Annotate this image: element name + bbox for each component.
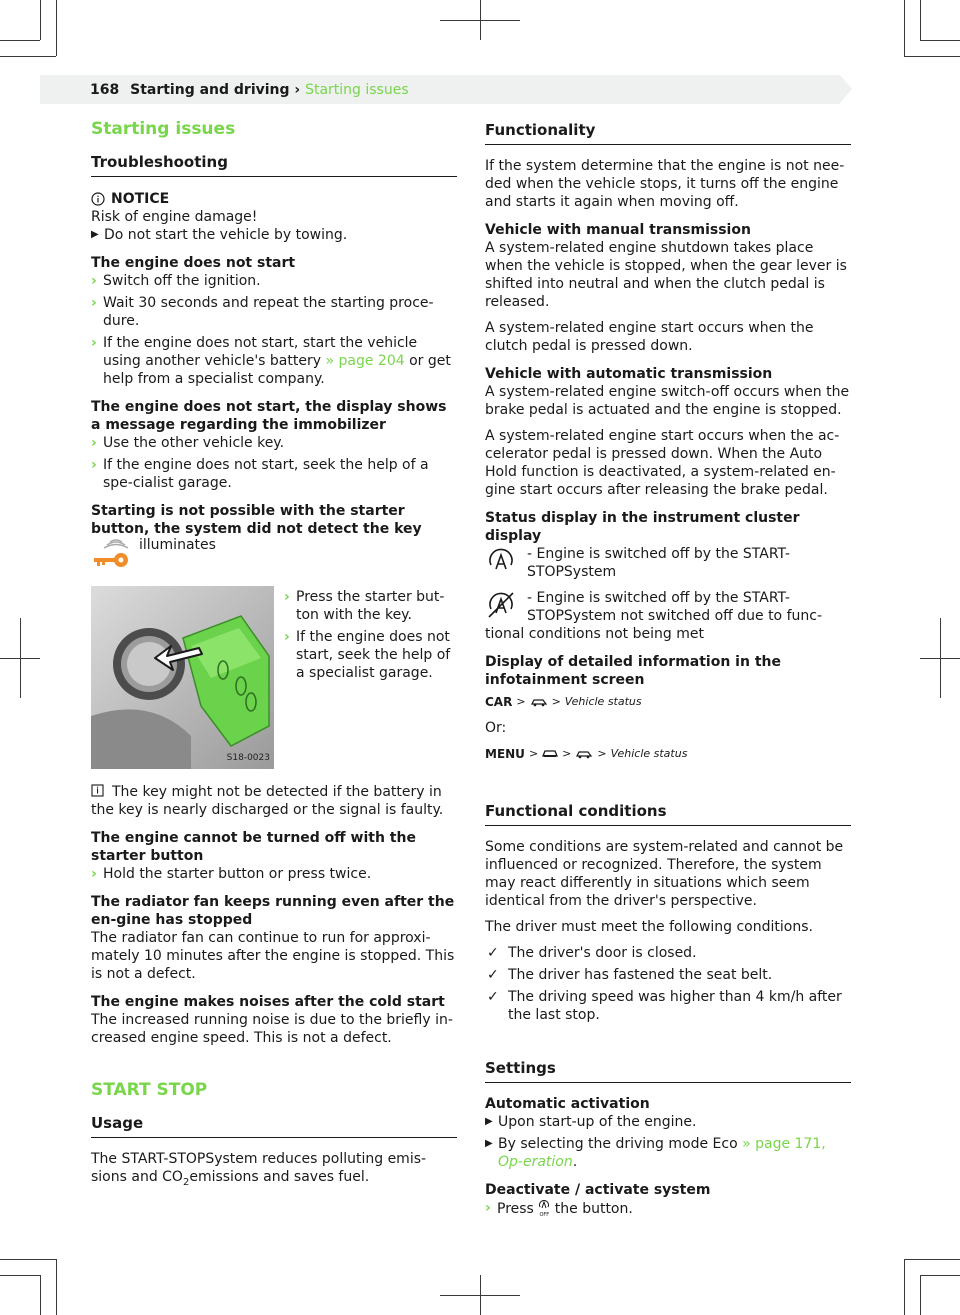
noise-text: The increased running noise is due to the briefly in-creased engine speed. This is not a defect.	[91, 1012, 453, 1046]
start-stop-inactive-icon	[485, 589, 517, 621]
notice-item: ▶ Do not start the vehicle by towing.	[91, 227, 348, 243]
breadcrumb-section[interactable]: Starting and driving	[130, 82, 290, 98]
note-icon	[91, 784, 104, 797]
note-text: The key might not be detected if the battery in the key is nearly discharged or the signal is faulty.	[91, 784, 444, 818]
triangle-bullet-icon: ▶	[91, 229, 99, 240]
vehicle-status-link[interactable]: Vehicle status	[610, 747, 688, 760]
section-heading-functional-conditions: Functional conditions	[485, 801, 851, 826]
condition-item: ✓ The driver has fastened the seat belt.	[487, 967, 773, 983]
notice-risk: Risk of engine damage!	[91, 209, 258, 225]
breadcrumb	[90, 81, 409, 99]
section-heading-usage: Usage	[91, 1113, 457, 1138]
info-icon	[91, 192, 105, 206]
checkmark-icon: ✓	[487, 945, 499, 961]
step-item: › If the engine does not start, seek the help of a spe-cialist garage.	[91, 457, 429, 491]
notice-box	[91, 190, 457, 244]
car-key[interactable]: CAR	[485, 695, 513, 709]
or-text: Or:	[485, 720, 507, 736]
step-item: › Use the other vehicle key.	[91, 435, 285, 451]
step-item: › If the engine does not start, start the vehicle using another vehicle's battery » page 204 or get help from a specialist company.	[91, 335, 451, 387]
menu-path-car	[485, 693, 851, 711]
auto-text-1: A system-related engine switch-off occurs when the brake pedal is actuated and the engine is stopped.	[485, 384, 850, 418]
chevron-right-icon: ›	[91, 295, 97, 311]
must-meet-text: The driver must meet the following conditions.	[485, 919, 813, 935]
step-item: › Press the starter but-ton with the key.	[284, 589, 445, 623]
car-settings-icon	[575, 749, 593, 759]
chevron-right-icon: ›	[91, 457, 97, 473]
path-separator: >	[562, 747, 572, 760]
step-item: › Hold the starter button or press twice.	[91, 866, 372, 882]
figure-code: S18-0023	[226, 753, 270, 763]
status-text-2-cont: tional conditions not being met	[485, 626, 704, 642]
menu-key[interactable]: MENU	[485, 747, 525, 761]
section-heading-functionality: Functionality	[485, 120, 851, 145]
subheading-starter: Starting is not possible with the starter button, the system did not detect the key	[91, 503, 422, 537]
subheading-auto-activation: Automatic activation	[485, 1096, 650, 1112]
status-row-active	[485, 545, 851, 581]
start-stop-icon	[538, 1199, 550, 1209]
subheading-manual: Vehicle with manual transmission	[485, 222, 751, 238]
path-separator: >	[528, 747, 539, 760]
section-heading-troubleshooting: Troubleshooting	[91, 152, 457, 177]
path-separator: >	[516, 695, 526, 708]
breadcrumb-subsection[interactable]: Starting issues	[305, 82, 409, 98]
usage-text: The START-STOPSystem reduces polluting emis-sions and $CO_2emissions$ and saves fuel.	[91, 1151, 427, 1188]
chevron-right-icon: ›	[91, 866, 97, 882]
page-number: 168	[90, 82, 120, 98]
car-icon	[542, 749, 558, 759]
triangle-bullet-icon: ▶	[485, 1138, 493, 1149]
chevron-right-icon: ›	[485, 1200, 491, 1216]
subheading-turn-off: The engine cannot be turned off with the starter button	[91, 830, 416, 864]
step-item: › Wait 30 seconds and repeat the starting proce-dure.	[91, 295, 434, 329]
path-separator: >	[551, 695, 561, 708]
chevron-right-icon: ›	[284, 629, 290, 645]
checkmark-icon: ✓	[487, 967, 499, 983]
key-warning-icon	[91, 536, 131, 572]
car-settings-icon	[530, 697, 548, 707]
condition-item: ✓ The driver's door is closed.	[487, 945, 697, 961]
step-item: › If the engine does not start, seek the help of a specialist garage.	[284, 629, 451, 681]
status-row-inactive	[485, 589, 851, 625]
subheading-automatic: Vehicle with automatic transmission	[485, 366, 773, 382]
start-stop-title: START STOP	[91, 1080, 208, 1100]
starter-button-photo	[91, 586, 274, 769]
start-stop-off-button[interactable]	[538, 1199, 550, 1218]
manual-text-2: A system-related engine start occurs when the clutch pedal is pressed down.	[485, 320, 814, 354]
subheading-radiator-fan: The radiator fan keeps running even after the en-gine has stopped	[91, 894, 455, 928]
illuminates-text: illuminates	[139, 537, 216, 553]
chevron-right-icon: ›	[284, 589, 290, 605]
figure-steps	[284, 586, 457, 769]
left-column	[91, 118, 457, 1186]
off-label: OFF	[539, 1212, 550, 1218]
chevron-right-icon: ›	[91, 435, 97, 451]
step-item: › Press OFF the button.	[485, 1200, 633, 1218]
subheading-does-not-start: The engine does not start	[91, 255, 296, 271]
status-text-2: - Engine is switched off by the START-STOPSystem not switched off due to func-	[527, 590, 822, 624]
chevron-right-icon: ›	[91, 273, 97, 289]
conditions-text: Some conditions are system-related and cannot be influenced or recognized. Therefore, the system may react differently in situations which seem identical from the driver's perspective.	[485, 839, 844, 909]
subheading-infotainment: Display of detailed information in the infotainment screen	[485, 654, 781, 688]
auto-text-2: A system-related engine start occurs when the ac-celerator pedal is pressed down. When the Auto Hold function is deactivated, a system-related en-gine start occurs after releasing the brake pedal.	[485, 428, 840, 498]
activation-item: ▶ By selecting the driving mode Eco » page 171, Op-eration.	[485, 1136, 826, 1170]
subheading-cold-start: The engine makes noises after the cold start	[91, 994, 445, 1010]
path-separator: >	[597, 747, 607, 760]
subheading-status-display: Status display in the instrument cluster display	[485, 510, 800, 544]
section-heading-settings: Settings	[485, 1058, 851, 1083]
fan-text: The radiator fan can continue to run for approxi-mately 10 minutes after the engine is stopped. This is not a defect.	[91, 930, 455, 982]
notice-label: NOTICE	[111, 191, 170, 207]
page-title: Starting issues	[91, 119, 236, 139]
right-column	[485, 118, 851, 1218]
breadcrumb-separator: ›	[294, 82, 301, 98]
figure-row	[91, 586, 457, 769]
key-indicator-row	[91, 536, 457, 572]
page-link[interactable]: » page 171, Op-eration	[498, 1136, 826, 1170]
header-arrow	[840, 75, 852, 103]
step-item: › Switch off the ignition.	[91, 273, 261, 289]
status-text-1: - Engine is switched off by the START-STOPSystem	[527, 546, 790, 580]
page-link[interactable]: » page 204	[325, 353, 405, 369]
menu-path-menu	[485, 745, 851, 763]
subheading-deactivate: Deactivate / activate system	[485, 1182, 711, 1198]
chevron-right-icon: ›	[91, 335, 97, 351]
starter-key-illustration	[91, 586, 274, 769]
manual-text-1: A system-related engine shutdown takes place when the vehicle is stopped, when the gear lever is shifted into neutral and when the clutch pedal is released.	[485, 240, 847, 310]
start-stop-active-icon	[485, 545, 517, 577]
condition-item: ✓ The driving speed was higher than 4 km/h after the last stop.	[487, 989, 842, 1023]
functionality-text: If the system determine that the engine is not nee-ded when the vehicle stops, it turns off the engine and starts it again when moving off.	[485, 158, 845, 210]
subheading-immobilizer: The engine does not start, the display shows a message regarding the immobilizer	[91, 399, 447, 433]
activation-item: ▶ Upon start-up of the engine.	[485, 1114, 697, 1130]
checkmark-icon: ✓	[487, 989, 499, 1005]
vehicle-status-link[interactable]: Vehicle status	[564, 695, 642, 708]
triangle-bullet-icon: ▶	[485, 1116, 493, 1127]
